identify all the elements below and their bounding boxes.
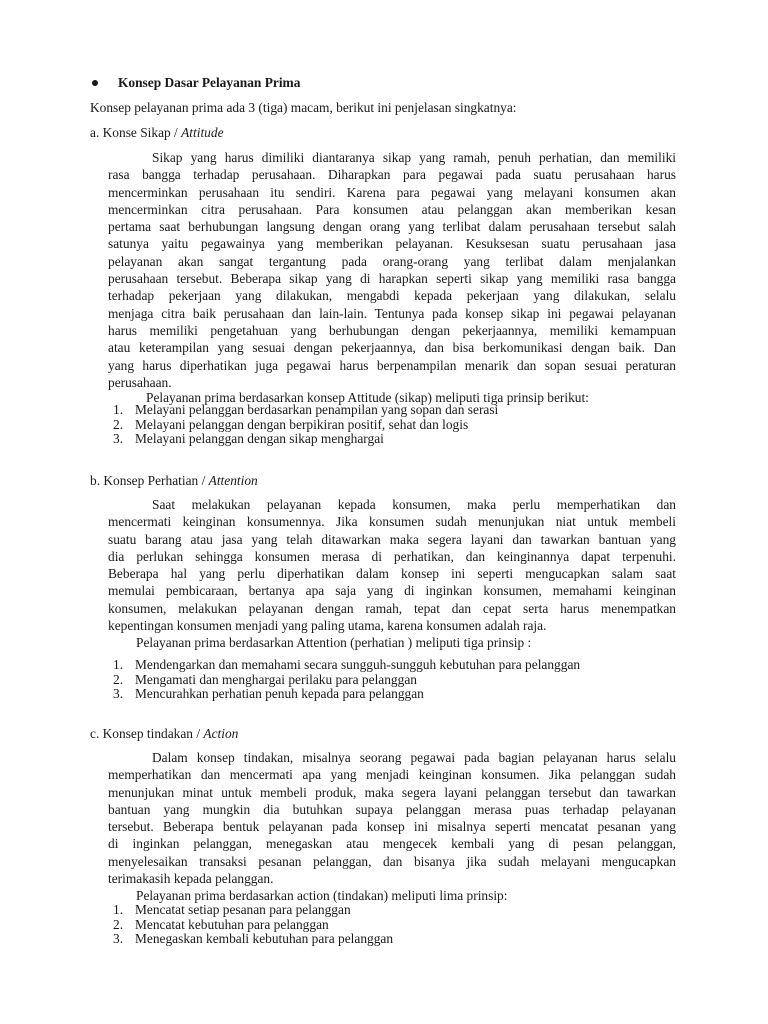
heading-attitude	[90, 124, 224, 141]
heading-action	[90, 725, 238, 742]
paragraph-line: terimakasih kepada pelanggan.	[108, 871, 274, 887]
heading-attitude-italic: Attitude	[181, 125, 224, 140]
heading-attention	[90, 472, 258, 489]
list-item-text: Mendengarkan dan memahami secara sungguh-sungguh kebutuhan para pelanggan	[135, 657, 581, 672]
list-item	[113, 673, 673, 688]
list-item-number: 3.	[113, 931, 124, 946]
paragraph-line: memperhatikan dan mencermati apa yang menjadi keinginan konsumen. Jika pelanggan sudah	[108, 767, 676, 783]
heading-action-italic: Action	[203, 726, 239, 741]
paragraph-line: Beberapa hal yang perlu diperhatikan dalam konsep ini seperti mengucapkan salam saat	[108, 566, 676, 582]
intro-text: Konsep pelayanan prima ada 3 (tiga) macam, berikut ini penjelasan singkatnya:	[90, 100, 517, 115]
attention-principles-list	[113, 658, 673, 702]
paragraph-line: menyelesaikan transaksi pesanan pelanggan, dan bisanya jika sudah melayani mengucapkan	[108, 853, 676, 869]
list-item-text: Mencurahkan perhatian penuh kepada para pelanggan	[135, 686, 424, 701]
list-item	[113, 658, 673, 673]
list-item-text: Mencatat kebutuhan para pelanggan	[135, 916, 329, 932]
attitude-principle-intro: Pelayanan prima berdasarkan konsep Attitude (sikap) meliputi tiga prinsip berikut:	[146, 390, 589, 405]
paragraph-line: perusahaan.	[108, 374, 172, 390]
attitude-paragraph	[108, 149, 676, 391]
attention-principle-intro: Pelayanan prima berdasarkan Attention (perhatian ) meliputi tiga prinsip :	[136, 635, 532, 650]
paragraph-line: pelayanan akan sangat tergantung pada orang-orang yang terlibat dalam menjalankan	[108, 253, 676, 269]
list-item-text: Melayani pelanggan dengan sikap menghargai	[135, 431, 384, 446]
paragraph-line: harus memiliki pengetahuan yang berhubungan dengan pekerjaannya, memiliki kemampuan	[108, 322, 676, 338]
list-item	[113, 918, 673, 933]
attitude-principles-list	[113, 403, 673, 447]
list-item-number: 1.	[113, 402, 124, 417]
paragraph-line: pertama saat berhubungan langsung dengan orang yang terlibat dalam perusahaan tersebut salah	[108, 219, 676, 235]
paragraph-line: suatu barang atau jasa yang telah ditawarkan maka segera layani dan tawarkan bantuan yang	[108, 531, 676, 547]
list-item-text: Mengamati dan menghargai perilaku para pelanggan	[135, 671, 417, 687]
list-item	[113, 432, 673, 447]
list-item-number: 1.	[113, 902, 124, 917]
paragraph-line: konsumen, melakukan pelayanan dengan ramah, tepat dan cepat serta harus menempatkan	[108, 600, 676, 616]
list-item-number: 1.	[113, 657, 124, 672]
list-item-number: 2.	[113, 416, 124, 432]
paragraph-line: rasa bangga terhadap perusahaan. Diharapkan para pegawai pada suatu perusahaan harus	[108, 167, 676, 183]
attention-paragraph	[108, 496, 676, 634]
list-item-text: Mencatat setiap pesanan para pelanggan	[135, 902, 351, 917]
paragraph-line: Saat melakukan pelayanan kepada konsumen, maka perlu memperhatikan dan	[152, 497, 676, 512]
paragraph-line: di inginkan pelanggan, menegaskan atau mengecek kembali yang di pesan pelanggan,	[108, 836, 676, 852]
paragraph-line: tersebut. Beberapa bentuk pelayanan pada konsep ini misalnya seperti mencatat pesanan yang	[108, 819, 676, 835]
heading-action-prefix: c. Konsep tindakan /	[90, 726, 204, 741]
paragraph-line: bantuan yang mungkin dia butuhkan supaya pelanggan merasa puas terhadap pelayanan	[108, 801, 676, 817]
list-item	[113, 687, 673, 702]
paragraph-line: mencerminkan perusahaan itu sendiri. Karena para pegawai yang melayani konsumen akan	[108, 184, 676, 200]
list-item	[113, 932, 673, 947]
bullet-dot	[92, 80, 98, 86]
paragraph-line: kepentingan konsumen menjadi yang paling utama, karena konsumen adalah raja.	[108, 618, 547, 634]
list-item-text: Menegaskan kembali kebutuhan para pelanggan	[135, 931, 394, 946]
list-item-text: Melayani pelanggan berdasarkan penampilan yang sopan dan serasi	[135, 402, 499, 417]
list-item	[113, 403, 673, 418]
paragraph-line: perusahaan tersebut. Beberapa sikap yang di harapkan seperti sikap yang memiliki rasa bangga	[108, 271, 676, 287]
paragraph-line: mencerminkan citra perusahaan. Para konsumen atau pelanggan akan memberikan kesan	[108, 201, 676, 217]
list-item	[113, 903, 673, 918]
heading-attitude-prefix: a. Konse Sikap /	[90, 125, 182, 140]
paragraph-line: yang harus diperhatikan juga pegawai harus berpenampilan menarik dan sopan sesuai peraturan	[108, 357, 676, 373]
paragraph-line: Dalam konsep tindakan, misalnya seorang pegawai pada bagian pelayanan harus selalu	[152, 750, 676, 765]
list-item-number: 3.	[113, 686, 124, 701]
action-principles-list	[113, 903, 673, 947]
list-item	[113, 418, 673, 433]
paragraph-line: terhadap pekerjaan yang dilakukan, mengabdi kepada pekerjaan yang dilakukan, selalu	[108, 288, 676, 304]
paragraph-line: dia perlukan sehingga konsumen merasa di perhatikan, dan keinginannya dapat terpenuhi.	[108, 548, 676, 564]
heading-attention-italic: Attention	[208, 473, 258, 488]
paragraph-line: mencermati keinginan konsumennya. Jika konsumen sudah menunjukan niat untuk membeli	[108, 514, 676, 530]
heading-attention-prefix: b. Konsep Perhatian /	[90, 473, 209, 488]
paragraph-line: menjaga citra baik perusahaan dan lain-lain. Tentunya pada konsep sikap ini pegawai pelayanan	[108, 305, 676, 321]
paragraph-line: menunjukan minat untuk membeli produk, maka segera layani pelanggan tersebut dan tawarkan	[108, 784, 676, 800]
list-item-number: 2.	[113, 916, 124, 932]
action-principle-intro: Pelayanan prima berdasarkan action (tindakan) meliputi lima prinsip:	[136, 888, 508, 903]
paragraph-line: memulai pembicaraan, bertanya apa saja yang di inginkan konsumen, memahami keinginan	[108, 583, 676, 599]
paragraph-line: atau keterampilan yang sesuai dengan pekerjaannya, dan bisa berkomunikasi dengan baik. Dan	[108, 340, 676, 356]
section-title: Konsep Dasar Pelayanan Prima	[118, 75, 301, 90]
list-item-text: Melayani pelanggan dengan berpikiran positif, sehat dan logis	[135, 416, 469, 432]
list-item-number: 3.	[113, 431, 124, 446]
action-paragraph	[108, 749, 676, 887]
list-item-number: 2.	[113, 671, 124, 687]
paragraph-line: satunya yaitu pegawainya yang memberikan pelayanan. Kesuksesan suatu perusahaan jasa	[108, 236, 676, 252]
paragraph-line: Sikap yang harus dimiliki diantaranya sikap yang ramah, penuh perhatian, dan memiliki	[152, 150, 676, 165]
